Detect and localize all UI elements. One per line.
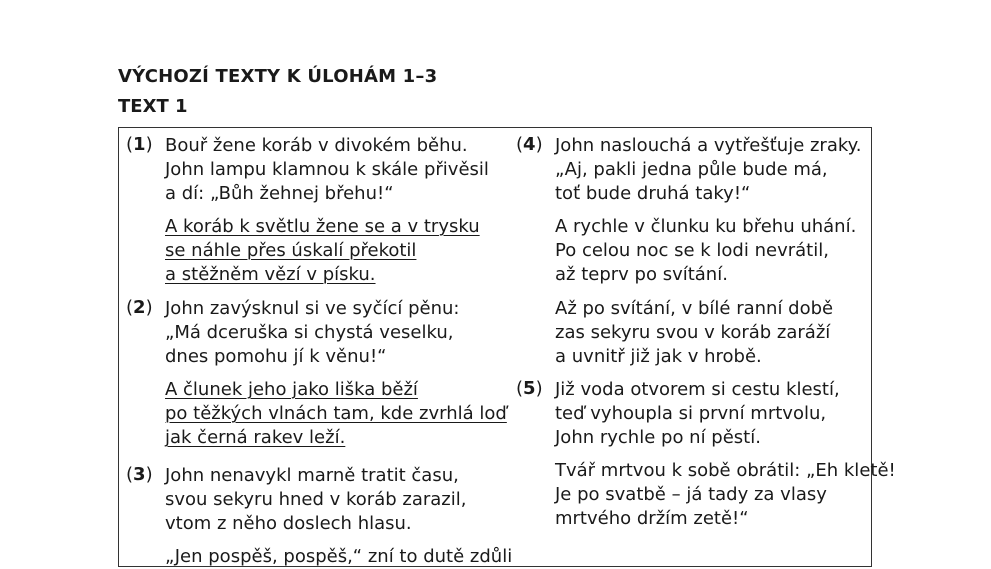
stanza-block <box>165 464 466 536</box>
verse-line: „Má dceruška si chystá veselku, <box>165 322 454 343</box>
verse-line: John rychle po ní pěstí. <box>555 427 761 448</box>
stanza-block <box>165 134 489 206</box>
verse-line: zas sekyru svou v koráb zaráží <box>555 322 831 343</box>
verse-line: a stěžněm vězí v písku. <box>165 264 376 285</box>
verse-line: Je po svatbě – já tady za vlasy <box>555 484 827 505</box>
verse-line: svou sekyru hned v koráb zarazil, <box>165 489 467 510</box>
heading: VÝCHOZÍ TEXTY K ÚLOHÁM 1–3 <box>118 66 438 87</box>
verse-line: Bouř žene koráb v divokém běhu. <box>165 135 468 156</box>
verse-line: teď vyhoupla si první mrtvolu, <box>555 403 827 424</box>
verse-line: se náhle přes úskalí překotil <box>165 240 417 261</box>
verse-line: po těžkých vlnách tam, kde zvrhlá loď <box>165 403 507 424</box>
verse-line: Již voda otvorem si cestu klestí, <box>555 379 840 400</box>
verse-line: jak černá rakev leží. <box>165 427 346 448</box>
stanza-number: (4) <box>516 134 543 155</box>
verse-line: až teprv po svítání. <box>555 264 728 285</box>
stanza-block <box>555 297 833 369</box>
stanza-block <box>555 459 896 531</box>
verse-line: Po celou noc se k lodi nevrátil, <box>555 240 829 261</box>
verse-line: „Aj, pakli jedna půle bude má, <box>555 159 828 180</box>
verse-line: „Jen pospěš, pospěš,“ zní to dutě zdůli <box>165 546 513 567</box>
verse-line: John naslouchá a vytřešťuje zraky. <box>555 135 862 156</box>
verse-line: dnes pomohu jí k věnu!“ <box>165 346 387 367</box>
stanza-block <box>165 545 512 569</box>
stanza-number: (2) <box>126 297 153 318</box>
verse-line: John nenavykl marně tratit času, <box>165 465 459 486</box>
stanza-block <box>165 215 480 287</box>
verse-line: John lampu klamnou k skále přivěsil <box>165 159 489 180</box>
stanza-block <box>165 378 507 450</box>
verse-line: Až po svítání, v bílé ranní době <box>555 298 834 319</box>
verse-line: vtom z něho doslech hlasu. <box>165 513 412 534</box>
stanza-number: (3) <box>126 464 153 485</box>
stanza-number: (5) <box>516 378 543 399</box>
stanza-number: (1) <box>126 134 153 155</box>
stanza-block <box>555 134 861 206</box>
stanza-block <box>555 215 856 287</box>
subheading: TEXT 1 <box>118 96 188 117</box>
verse-line: a uvnitř již jak v hrobě. <box>555 346 762 367</box>
verse-line: Tvář mrtvou k sobě obrátil: „Eh kletě! <box>555 460 896 481</box>
verse-line: a dí: „Bůh žehnej břehu!“ <box>165 183 394 204</box>
verse-line: A člunek jeho jako liška běží <box>165 379 418 400</box>
verse-line: A rychle v člunku ku břehu uhání. <box>555 216 857 237</box>
verse-line: mrtvého držím zetě!“ <box>555 508 749 529</box>
verse-line: John zavýsknul si ve syčící pěnu: <box>165 298 460 319</box>
stanza-block <box>555 378 840 450</box>
verse-line: toť bude druhá taky!“ <box>555 183 751 204</box>
verse-line: A koráb k světlu žene se a v trysku <box>165 216 480 237</box>
stanza-block <box>165 297 459 369</box>
